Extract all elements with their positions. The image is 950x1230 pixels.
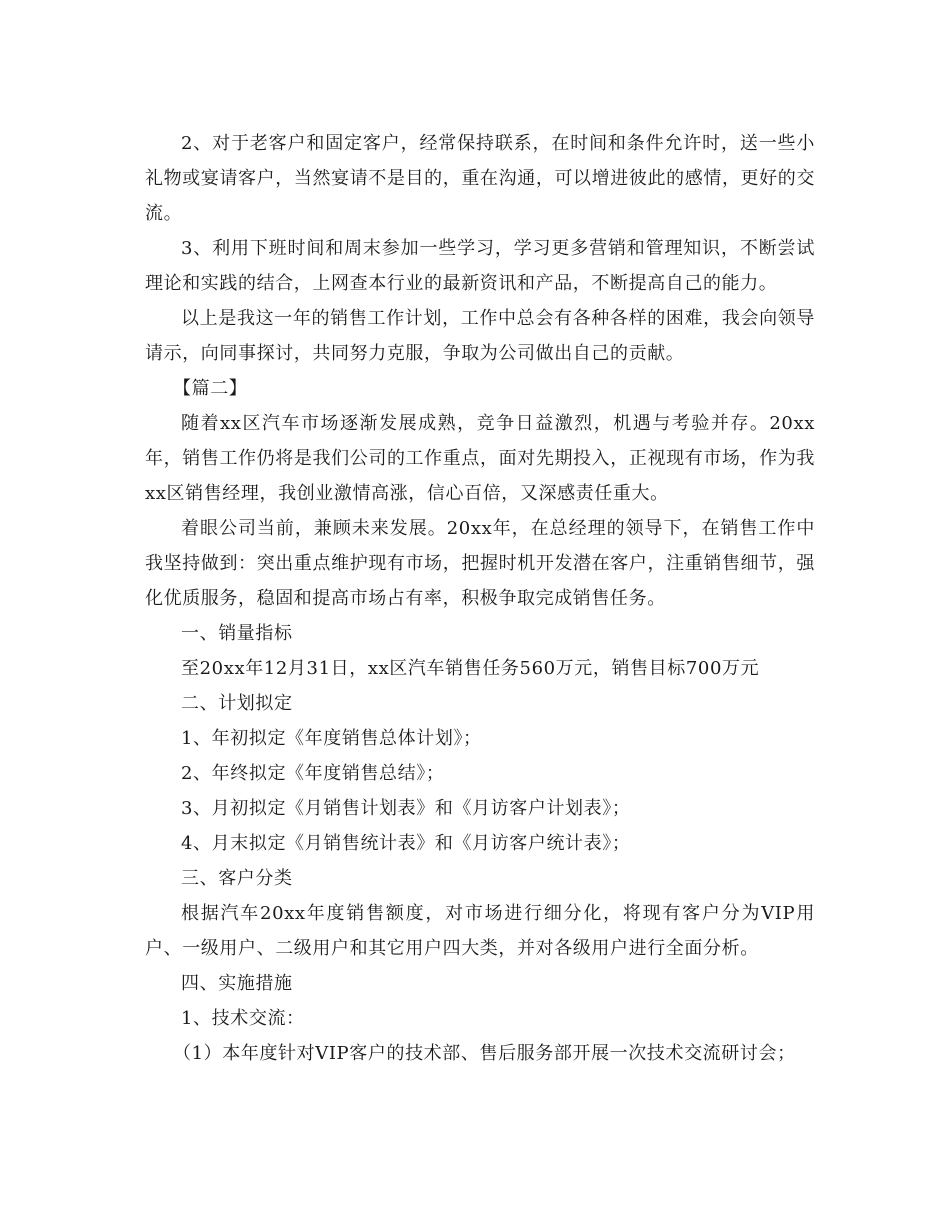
paragraph-summary: 以上是我这一年的销售工作计划，工作中总会有各种各样的困难，我会向领导请示，向同事探讨，共同努力克服，争取为公司做出自己的贡献。 [145,308,815,364]
heading-implementation: 四、实施措施 [181,973,293,994]
list-item-monthly-plan: 3、月初拟定《月销售计划表》和《月访客户计划表》； [181,798,631,819]
paragraph-market-intro: 随着xx区汽车市场逐渐发展成熟，竞争日益激烈，机遇与考验并存。20xx年，销售工作仍将是我们公司的工作重点，面对先期投入，正视现有市场，作为我xx区销售经理，我创业激情高涨，信心百倍，又深感责任重大。 [145,413,815,504]
list-item-monthly-stats: 4、月末拟定《月销售统计表》和《月访客户统计表》； [181,833,631,854]
heading-customer-classification: 三、客户分类 [181,868,293,889]
section-heading-part-two: 【篇二】 [173,378,248,399]
document-body [145,126,815,1071]
paragraph-sales-target: 至20xx年12月31日，xx区汽车销售任务560万元，销售目标700万元 [181,658,760,679]
list-item-vip-seminar: （1）本年度针对VIP客户的技术部、售后服务部开展一次技术交流研讨会； [173,1043,796,1064]
heading-sales-target: 一、销量指标 [181,623,293,644]
paragraph-self-study: 3、利用下班时间和周末参加一些学习，学习更多营销和管理知识，不断尝试理论和实践的结合，上网查本行业的最新资讯和产品，不断提高自己的能力。 [145,238,815,294]
list-item-annual-summary: 2、年终拟定《年度销售总结》； [181,763,445,784]
list-item-annual-plan: 1、年初拟定《年度销售总体计划》； [181,728,482,749]
subheading-technical-exchange: 1、技术交流： [181,1008,305,1029]
heading-plan-drafting: 二、计划拟定 [181,693,293,714]
paragraph-customer-classification: 根据汽车20xx年度销售额度，对市场进行细分化，将现有客户分为VIP用户、一级用户、二级用户和其它用户四大类，并对各级用户进行全面分析。 [145,903,815,959]
paragraph-company-focus: 着眼公司当前，兼顾未来发展。20xx年，在总经理的领导下，在销售工作中我坚持做到：突出重点维护现有市场，把握时机开发潜在客户，注重销售细节，强化优质服务，稳固和提高市场占有率，积极争取完成销售任务。 [145,518,815,609]
paragraph-existing-customers: 2、对于老客户和固定客户，经常保持联系，在时间和条件允许时，送一些小礼物或宴请客户，当然宴请不是目的，重在沟通，可以增进彼此的感情，更好的交流。 [145,133,815,224]
